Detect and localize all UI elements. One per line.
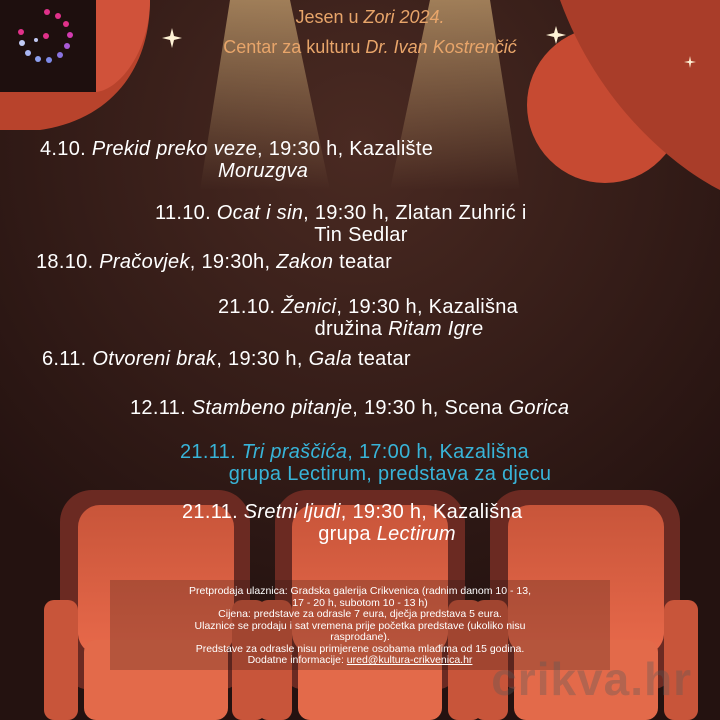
event-6-11: 6.11. Otvoreni brak, 19:30 h, Gala teatar	[42, 348, 411, 370]
event-21-11-children-venue: grupa Lectirum, predstava za djecu	[228, 463, 552, 485]
ticket-info: Pretprodaja ulaznica: Gradska galerija Crikvenica (radnim danom 10 - 13, 17 - 20 h, subotom 10 - 13 h) Cijena: predstave za odrasle 7 eura, dječja predstava 5 eura. Ulaznice se prodaju i sat vremena prije početka predstave (ukoliko nisu rasprodane). Predstave za odrasle nisu primjerene osobama mlađima od 15 godina. Dodatne informacije: ured@kultura-crikvenica.hr	[189, 585, 531, 666]
event-21-10-venue: družina Ritam Igre	[314, 318, 484, 340]
event-21-11: 21.11. Sretni ljudi, 19:30 h, Kazališna	[182, 501, 523, 523]
header-line-1: Jesen u Zori 2024.	[295, 7, 445, 27]
email-link[interactable]: ured@kultura-crikvenica.hr	[346, 654, 473, 666]
event-18-10: 18.10. Pračovjek, 19:30h, Zakon teatar	[36, 251, 393, 273]
header-line-2: Centar za kulturu Dr. Ivan Kostrenčić	[223, 37, 517, 57]
event-21-11-venue: grupa Lectirum	[318, 523, 456, 545]
event-11-10: 11.10. Ocat i sin, 19:30 h, Zlatan Zuhrić i	[155, 202, 527, 224]
event-12-11: 12.11. Stambeno pitanje, 19:30 h, Scena Gorica	[130, 397, 570, 419]
event-21-10: 21.10. Ženici, 19:30 h, Kazališna	[218, 296, 519, 318]
event-21-11-children: 21.11. Tri praščića, 17:00 h, Kazališna	[180, 441, 529, 463]
event-4-10: 4.10. Prekid preko veze, 19:30 h, Kazalište	[40, 138, 434, 160]
watermark: crikva.hr	[491, 653, 692, 705]
event-4-10-venue: Moruzgva	[218, 160, 309, 182]
event-11-10-venue: Tin Sedlar	[314, 224, 408, 246]
